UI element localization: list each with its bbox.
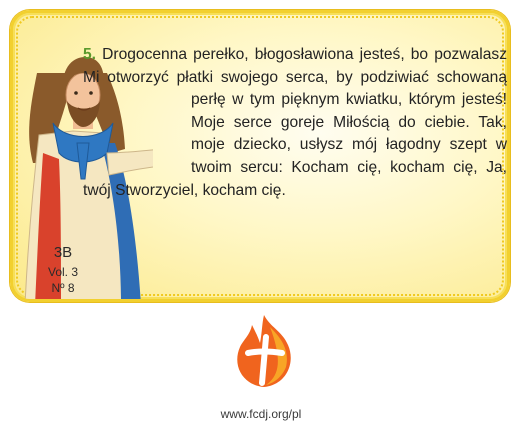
volume-label: Vol. 3 (47, 265, 79, 279)
card-reference (45, 245, 81, 296)
message-card (10, 10, 510, 302)
verse-number: 5. (83, 46, 97, 63)
card-code: 3B (53, 244, 73, 261)
verse-body: Drogocenna perełko, błogosławiona jesteś, bo pozwalasz Mi otworzyć płatki swojego serca, by podziwiać schowaną perłę w tym pięknym kwiatku, którym jesteś! Moje serce goreje Miłością do ciebie. Tak, moje dziecko, usłysz mój łagodny szept w twoim sercu: Kocham cię, kocham cię, Ja, twój Stworzyciel, kocham cię. (83, 46, 507, 199)
flame-cross-logo-icon (230, 313, 298, 389)
website-url: www.fcdj.org/pl (220, 407, 302, 421)
number-label: Nº 8 (51, 281, 75, 295)
verse-text (83, 44, 507, 264)
